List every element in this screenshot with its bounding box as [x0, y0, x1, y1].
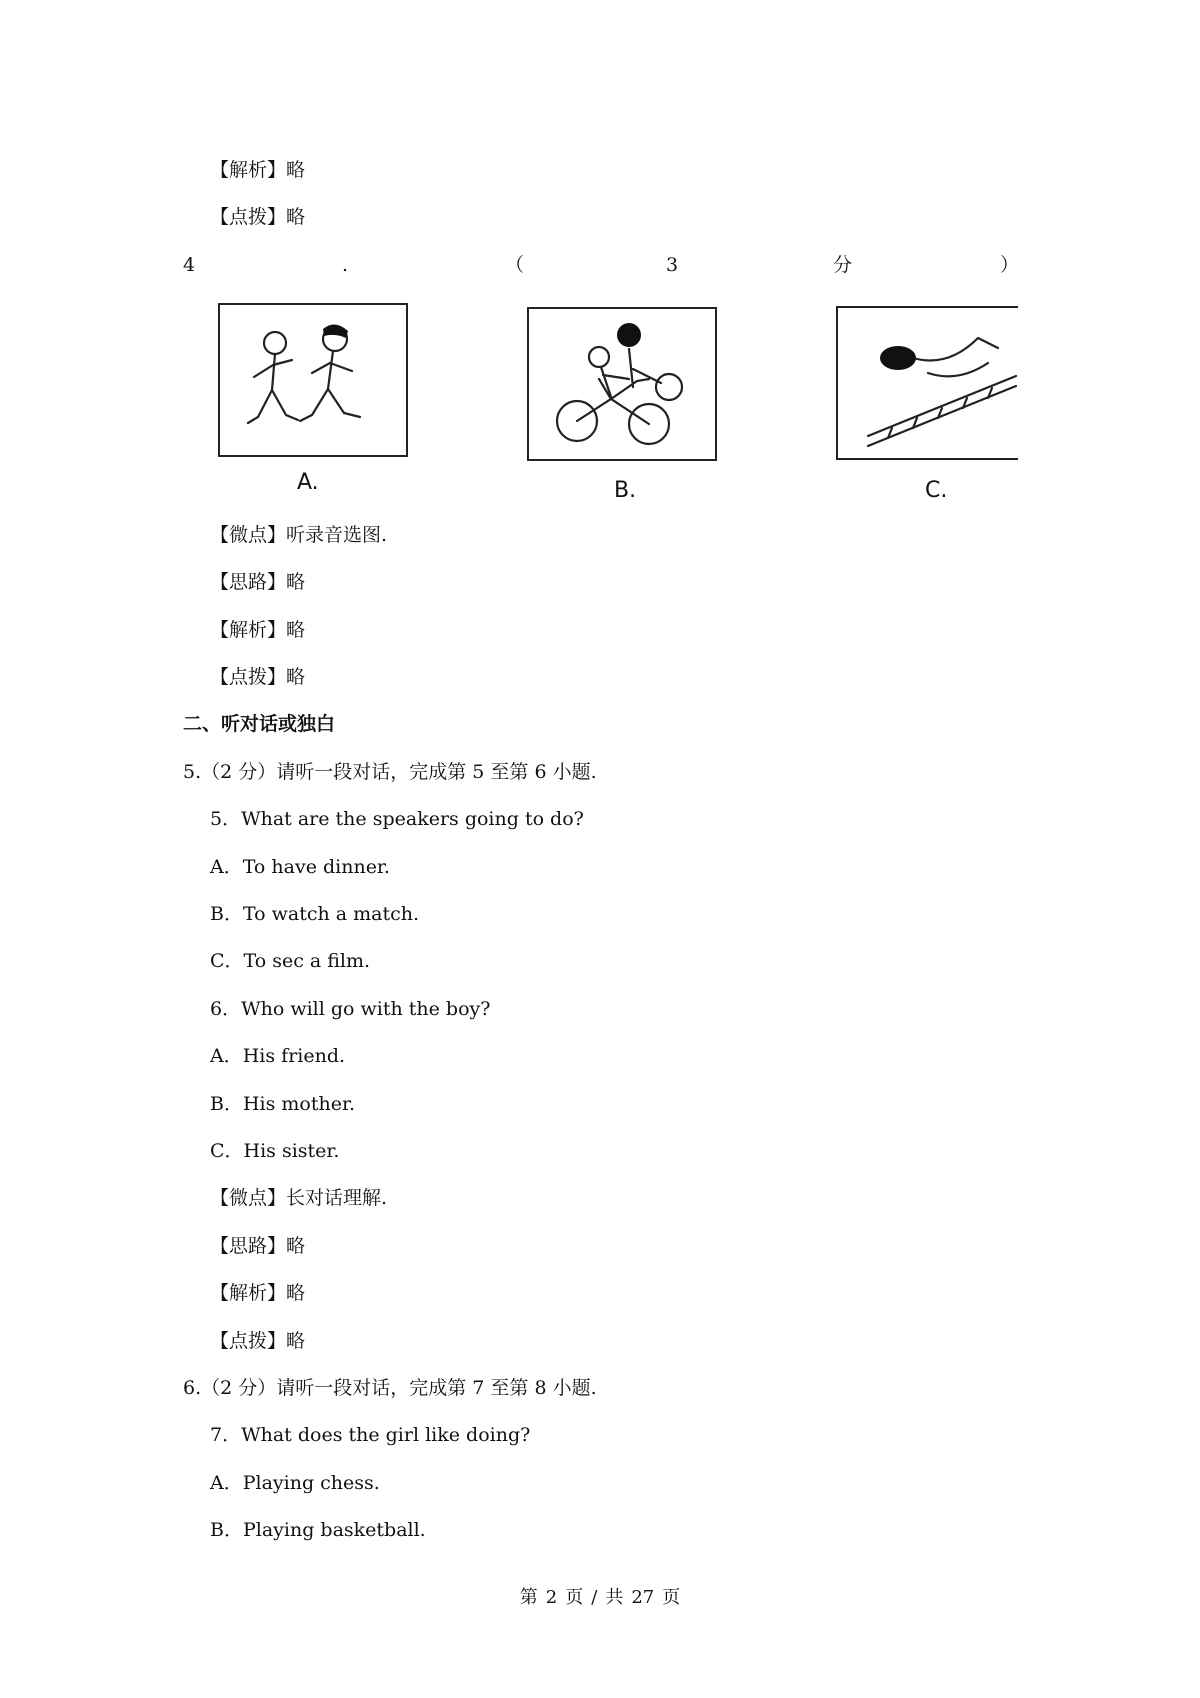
footer-slash: /	[591, 1587, 598, 1608]
q4-micro-point: 【微点】听录音选图.	[210, 524, 388, 546]
q6-stem: 6.（2 分）请听一段对话，完成第 7 至第 8 小题.	[183, 1377, 597, 1399]
q5-sub1-option-b[interactable]: B．To watch a match.	[210, 903, 420, 925]
footer-total-pages: 27	[631, 1587, 655, 1608]
q5-micro-point: 【微点】长对话理解.	[210, 1187, 388, 1209]
footer-ye: 页	[565, 1587, 584, 1608]
q5-sub2-option-a[interactable]: A．His friend.	[210, 1045, 346, 1067]
q4-number: 4	[183, 254, 196, 276]
footer-gong: 共	[605, 1587, 624, 1608]
q4-score: 3	[666, 254, 679, 276]
q5-analysis: 【解析】略	[210, 1282, 306, 1304]
q4-score-unit: 分	[833, 254, 853, 276]
tip-label: 【点拨】略	[210, 206, 306, 228]
picture-b-caption: B.	[614, 478, 637, 503]
q5-sub2-question: 6．Who will go with the boy?	[210, 998, 491, 1020]
q4-right-paren: ）	[1000, 254, 1020, 276]
picture-c-caption: C.	[925, 478, 948, 503]
q4-thinking: 【思路】略	[210, 571, 306, 593]
section-heading: 二、听对话或独白	[183, 713, 336, 735]
analysis-label: 【解析】略	[210, 159, 306, 181]
cycling-kids-illustration	[529, 309, 715, 459]
q6-sub1-option-a[interactable]: A．Playing chess.	[210, 1472, 380, 1494]
q5-sub1-option-a[interactable]: A．To have dinner.	[210, 856, 390, 878]
picture-a-caption: A.	[297, 470, 319, 495]
q5-sub2-option-b[interactable]: B．His mother.	[210, 1093, 356, 1115]
picture-b-cycling-kids[interactable]	[527, 307, 717, 461]
q4-dot: .	[342, 254, 349, 276]
q5-tip: 【点拨】略	[210, 1330, 306, 1352]
footer-di: 第	[519, 1587, 538, 1608]
footer-ye2: 页	[662, 1587, 681, 1608]
q6-sub1-question: 7．What does the girl like doing?	[210, 1424, 531, 1446]
q5-sub1-question: 5．What are the speakers going to do?	[210, 808, 584, 830]
q5-sub1-option-c[interactable]: C．To sec a film.	[210, 950, 371, 972]
footer-page-number: 2	[545, 1587, 558, 1608]
slide-kid-illustration	[838, 308, 1018, 458]
q4-tip: 【点拨】略	[210, 666, 306, 688]
q6-sub1-option-b[interactable]: B．Playing basketball.	[210, 1519, 426, 1541]
running-kids-illustration	[220, 305, 406, 455]
q4-left-paren: （	[505, 254, 525, 276]
q5-sub2-option-c[interactable]: C．His sister.	[210, 1140, 340, 1162]
q5-thinking: 【思路】略	[210, 1235, 306, 1257]
page-footer	[0, 1583, 1200, 1609]
q4-analysis: 【解析】略	[210, 619, 306, 641]
q5-stem: 5.（2 分）请听一段对话，完成第 5 至第 6 小题.	[183, 761, 597, 783]
picture-c-slide-kid[interactable]	[836, 306, 1018, 460]
picture-a-running-kids[interactable]	[218, 303, 408, 457]
